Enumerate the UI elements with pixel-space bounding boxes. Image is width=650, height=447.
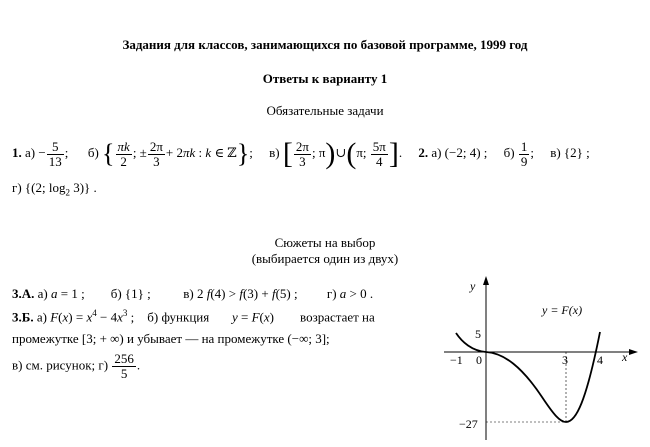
p1-v-label: в) — [269, 144, 280, 160]
problem-3b-line2: промежутке [3; + ∞) и убывает — на промежутке (−∞; 3]; — [12, 331, 330, 346]
function-curve — [456, 332, 600, 422]
x-axis-label: x — [622, 350, 628, 364]
y-axis-arrow-icon — [483, 276, 489, 285]
tick-5: 5 — [475, 327, 481, 341]
variant-subtitle: Ответы к варианту 1 — [262, 71, 388, 86]
tick-neg1: −1 — [450, 353, 463, 367]
problem-1-label: 1. — [12, 144, 22, 160]
p2-g-line: г) {(2; $\log_2 3$)} . — [12, 180, 97, 198]
section-choice-note: (выбирается один из двух) — [251, 251, 399, 266]
p2-b-answer: $\frac{1}{9}$ ; — [520, 138, 534, 169]
tick-neg27: −27 — [459, 417, 478, 431]
x-axis-arrow-icon — [629, 349, 638, 355]
tick-0: 0 — [476, 353, 482, 367]
p2-a-answer: а) (−2; 4) ; — [431, 144, 488, 160]
p1-v-answer: [ $\frac{2\pi}{3}$ ; π)∪(π; $\frac{5\pi}{4}$ ]. — [282, 137, 403, 170]
section-mandatory: Обязательные задачи — [266, 103, 384, 118]
function-label: y = F(x) — [542, 303, 583, 317]
p2-b-label: б) — [503, 144, 515, 160]
problem-3b-line3: в) см. рисунок; г) $\frac{256}{5}$ . — [12, 351, 141, 381]
tick-4: 4 — [597, 353, 603, 367]
tick-3: 3 — [562, 353, 568, 367]
problem-3a-line: 3.А. а) a = 1 ; б) {1} ; в) 2 f(4) > f(3) + f(5) ; г) a > 0 . — [12, 286, 374, 301]
y-axis-label: y — [470, 279, 476, 293]
problem-3b-line1: 3.Б. а) $F(x) = x^4 - 4x^3$ ; б) функция y = F(x) возрастает на — [12, 308, 375, 325]
problem-1-line — [12, 139, 590, 169]
section-choice: Сюжеты на выбор — [274, 235, 376, 250]
document-title: Задания для классов, занимающихся по базовой программе, 1999 год — [122, 37, 528, 52]
p1-b-answer: { $\frac{\pi k}{2}$ ; ± $\frac{2\pi}{3}$ + 2πk : k ∈ ℤ}; — [102, 138, 253, 169]
p2-v-answer: в) {2} ; — [550, 144, 590, 160]
problem-2-label: 2. — [418, 144, 429, 160]
function-graph — [442, 272, 642, 442]
p1-a-label: а) — [25, 144, 36, 160]
p1-b-label: б) — [87, 144, 99, 160]
p1-a-answer: − $\frac{5}{13}$ ; — [38, 138, 69, 169]
